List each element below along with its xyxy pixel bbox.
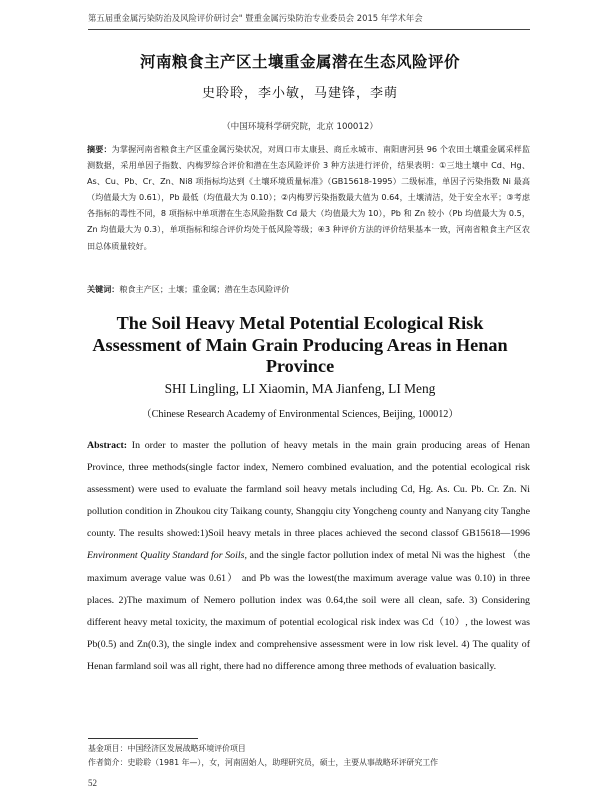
english-abstract-text-1: In order to master the pollution of heavy metals in the main grain producing areas of Henan Province, three methods(single factor index, Nemero combined evaluation, and the potential ecological risk assessment) were used to evaluate the farmland soil heavy metals including Cd, Hg. As. Cu. Pb. Cr. Zn. Ni pollution condition in Zhoukou city Taikang county, Shangqiu city Yongcheng county and Nanyang city Tanghe county. The results showed:1)Soil heavy metals in three places achieved the second classof GB15618—1996 — [87, 440, 530, 540]
chinese-authors: 史聆聆，李小敏，马建锋，李萌 — [201, 86, 398, 101]
chinese-keywords-label: 关键词： — [87, 284, 120, 294]
english-abstract-standard-name: Environment Quality Standard for Soils — [87, 550, 245, 562]
english-abstract-text-2: , and the single factor pollution index of metal Ni was the highest （the maximum average value was 0.61） and Pb was the lowest(the maximum average value was 0.10) in three places. 2)The maximum of Nemero pollution index was 0.64,the soil were all clean, safe. 3) Considering different heavy metal toxicity, the maximum of potential ecological risk index was Cd（10）, the lowest was Pb(0.5) and Zn(0.3), the single index and comprehensive assessment were in low risk level. 4) The quality of Henan farmland soil was all right, there had no difference among three methods of evaluation basically. — [87, 550, 530, 672]
chinese-abstract-text: 为掌握河南省粮食主产区重金属污染状况，对周口市太康县、商丘永城市、南阳唐河县 96 个农田土壤重金属采样监测数据，采用单因子指数、内梅罗综合评价和潜在生态风险评价 3 种方法进行评价，结果表明：①三地土壤中 Cd、Hg、As、Cu、Pb、Cr、Zn、Ni8 项指标均达到《土壤环境质量标准》（GB15618-1995）二级标准，单因子污染指数 Ni 最高（均值最大为 0.61），Pb 最低（均值最大为 0.10）；②内梅罗污染指数最大值为 0.64，土壤清洁，处于安全水平；③考虑各指标的毒性不同，8 项指标中单项潜在生态风险指数 Cd 最大（均值最大为 10），Pb 和 Zn 较小（Pb 均值最大为 0.5，Zn 均值最大为 0.3），单项指标和综合评价均处于低风险等级；④3 种评价方法的评价结果基本一致，河南省粮食主产区农田总体质量较好。 — [87, 144, 530, 251]
english-title: The Soil Heavy Metal Potential Ecological Risk Assessment of Main Grain Producing Areas in Henan Province — [92, 313, 508, 376]
footnote-author-bio: 作者简介：史聆聆（1981 年—），女，河南固始人，助理研究员，硕士，主要从事战略环评研究工作 — [88, 757, 439, 767]
chinese-title: 河南粮食主产区土壤重金属潜在生态风险评价 — [139, 53, 460, 71]
chinese-abstract-label: 摘要： — [87, 144, 112, 154]
english-abstract — [87, 435, 530, 678]
chinese-keywords — [87, 281, 530, 297]
english-abstract-label: Abstract: — [87, 440, 128, 451]
running-header: 第五届重金属污染防治及风险评价研讨会" 暨重金属污染防治专业委员会 2015 年学术年会 — [88, 13, 423, 23]
footnotes — [88, 742, 528, 769]
footnote-funding: 基金项目：中国经济区发展战略环境评价项目 — [88, 744, 246, 753]
chinese-keywords-text: 粮食主产区；土壤；重金属；潜在生态风险评价 — [119, 284, 290, 294]
english-authors: SHI Lingling, LI Xiaomin, MA Jianfeng, LI Meng — [164, 381, 436, 396]
header-divider — [88, 29, 530, 30]
english-affiliation: （Chinese Research Academy of Environmental Sciences, Beijing, 100012） — [141, 409, 459, 420]
chinese-abstract — [87, 141, 530, 254]
chinese-affiliation: （中国环境科学研究院，北京 100012） — [222, 122, 378, 132]
footnote-divider — [88, 738, 198, 739]
page-number: 52 — [88, 778, 97, 788]
